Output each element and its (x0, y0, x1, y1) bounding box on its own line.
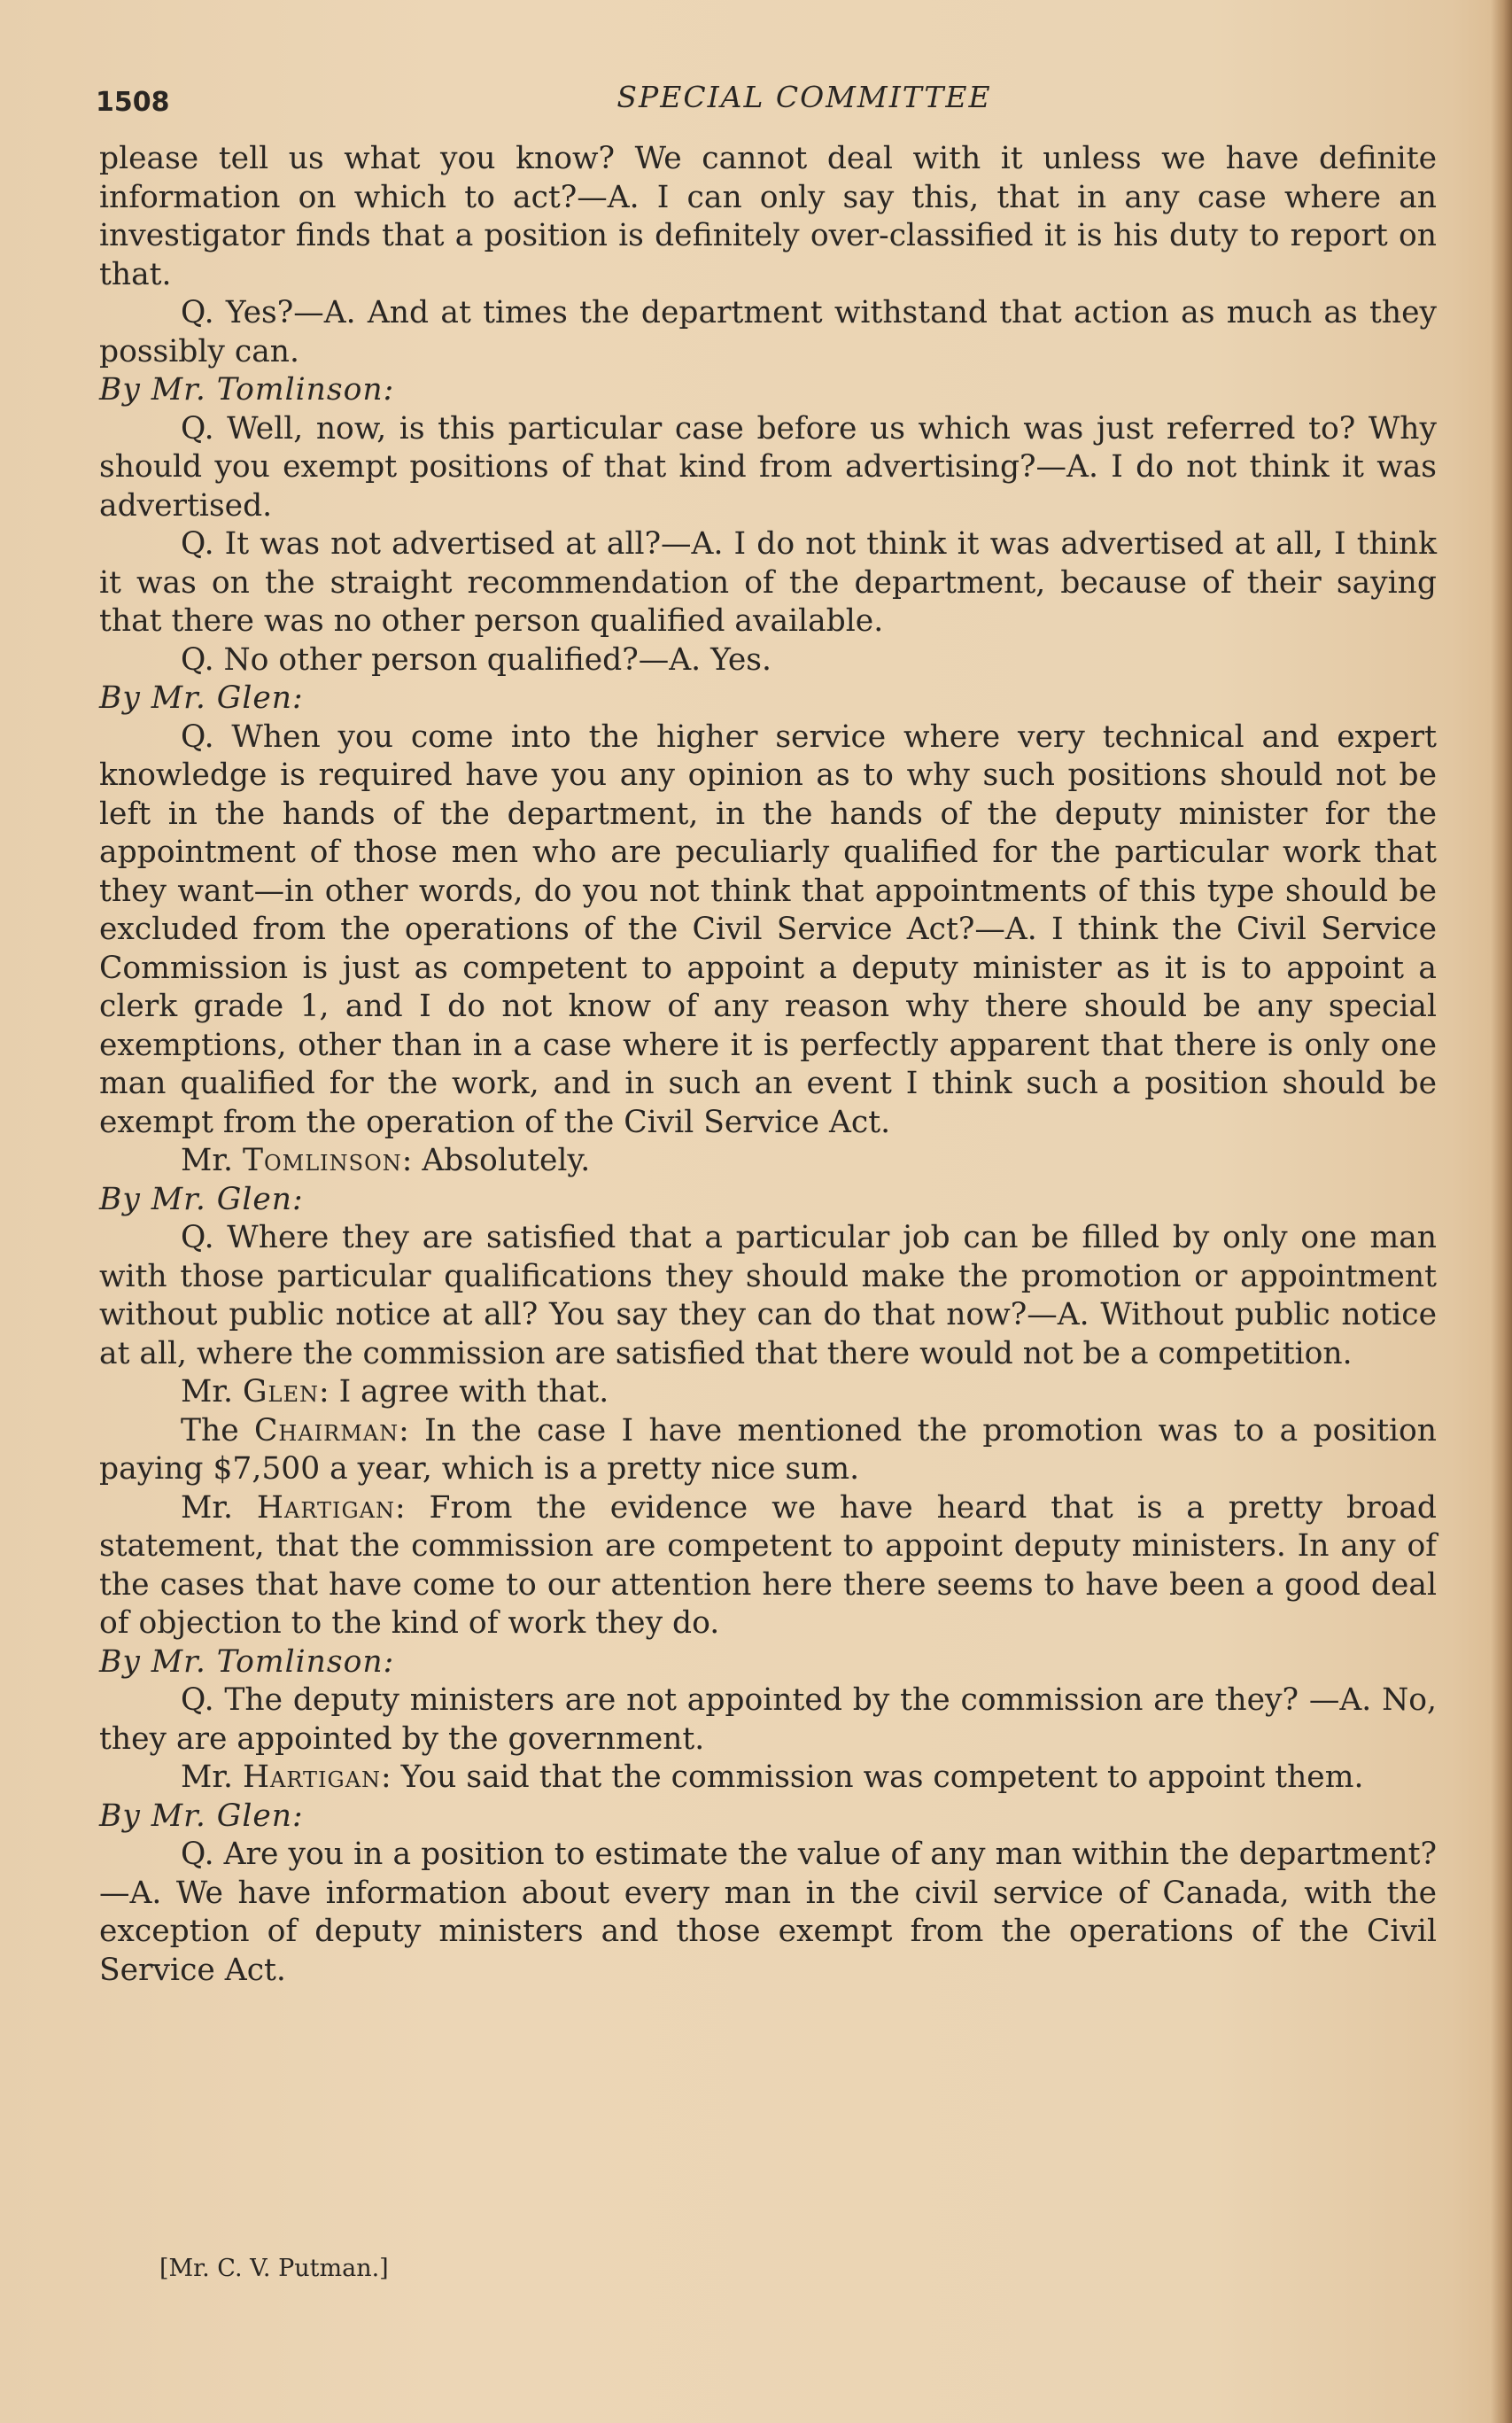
examiner-heading: By Mr. Glen: (99, 1181, 304, 1217)
speaker-text: : From the evidence we have heard that is a pretty broad statement, that the commission are competent to appoint deputy ministers. In any of the cases that have come to our attention here there seems to have been a good deal of objection to the kind of work they do. (99, 1489, 1437, 1641)
speaker-name: Chairman (254, 1412, 399, 1448)
speaker-statement (99, 1489, 1437, 1643)
speaker-name: Tomlinson (242, 1143, 402, 1178)
speaker-prefix: Mr. (181, 1143, 243, 1178)
examiner-heading: By Mr. Glen: (99, 1798, 304, 1834)
speaker-statement (99, 1142, 1437, 1181)
question-answer: Q. No other person qualified?—A. Yes. (181, 641, 772, 678)
question-answer: Q. Well, now, is this particular case before us which was just referred to? Why should you exempt positions of that kind from advertising?—A. I do not think it was advertised. (99, 410, 1437, 524)
page-number: 1508 (96, 87, 170, 118)
speaker-text: : I agree with that. (319, 1374, 609, 1410)
examiner-heading: By Mr. Tomlinson: (99, 1643, 395, 1680)
page-header (96, 78, 1407, 122)
question-answer: Q. The deputy ministers are not appointed by the commission are they? —A. No, they are appointed by the government. (99, 1682, 1437, 1757)
speaker-text: : In the case I have mentioned the promotion was to a position paying $7,500 a year, which is a pretty nice sum. (99, 1412, 1437, 1487)
speaker-text: : Absolutely. (401, 1143, 591, 1178)
question-answer: Q. It was not advertised at all?—A. I do not think it was advertised at all, I think it was on the straight recommendation of the department, because of their saying that there was no other person qualified available. (99, 526, 1437, 639)
witness-footer: [Mr. C. V. Putman.] (159, 2255, 389, 2282)
speaker-prefix: Mr. (181, 1489, 257, 1526)
question-answer: Q. Where they are satisfied that a particular job can be filled by only one man with those particular qualifications they should make the promotion or appointment without public notice at all? You say they can do that now?—A. Without public notice at all, where the commission are satisfied that there would not be a competition. (99, 1220, 1437, 1371)
speaker-prefix: The (181, 1412, 254, 1448)
speaker-name: Hartigan (256, 1489, 395, 1526)
speaker-statement (99, 1373, 1437, 1412)
question-answer: Q. Yes?—A. And at times the department withstand that action as much as they possibly can. (99, 295, 1437, 369)
examiner-heading: By Mr. Tomlinson: (99, 372, 395, 408)
speaker-prefix: Mr. (181, 1759, 243, 1795)
speaker-statement (99, 1759, 1437, 1798)
speaker-statement (99, 1412, 1437, 1489)
book-spine-shadow (1491, 0, 1512, 2423)
continued-paragraph: please tell us what you know? We cannot deal with it unless we have definite information on which to act?—A. I can only say this, that in any case where an investigator finds that a position is definitely over-classified it is his duty to report on that. (99, 141, 1437, 292)
transcript-body (99, 140, 1437, 1990)
examiner-heading: By Mr. Glen: (99, 680, 304, 716)
speaker-name: Glen (242, 1374, 319, 1410)
speaker-name: Hartigan (242, 1759, 382, 1795)
speaker-prefix: Mr. (181, 1374, 243, 1410)
question-answer: Q. When you come into the higher service where very technical and expert knowledge is required have you any opinion as to why such positions should not be left in the hands of the department, in the hands of the deputy minister for the appointment of those men who are peculiarly qualified for the particular work that they want—in other words, do you not think that appointments of this type should be excluded from the operations of the Civil Service Act?—A. I think the Civil Service Commission is just as competent to appoint a deputy minister as it is to appoint a clerk grade 1, and I do not know of any reason why there should be any special exemptions, other than in a case where it is perfectly apparent that there is only one man qualified for the work, and in such an event I think such a position should be exempt from the operation of the Civil Service Act. (99, 718, 1437, 1140)
running-title: SPECIAL COMMITTEE (616, 80, 992, 114)
speaker-text: : You said that the commission was competent to appoint them. (381, 1759, 1364, 1795)
question-answer: Q. Are you in a position to estimate the value of any man within the department?—A. We have information about every man in the civil service of Canada, with the exception of deputy ministers and those exempt from the operations of the Civil Service Act. (99, 1837, 1437, 1988)
